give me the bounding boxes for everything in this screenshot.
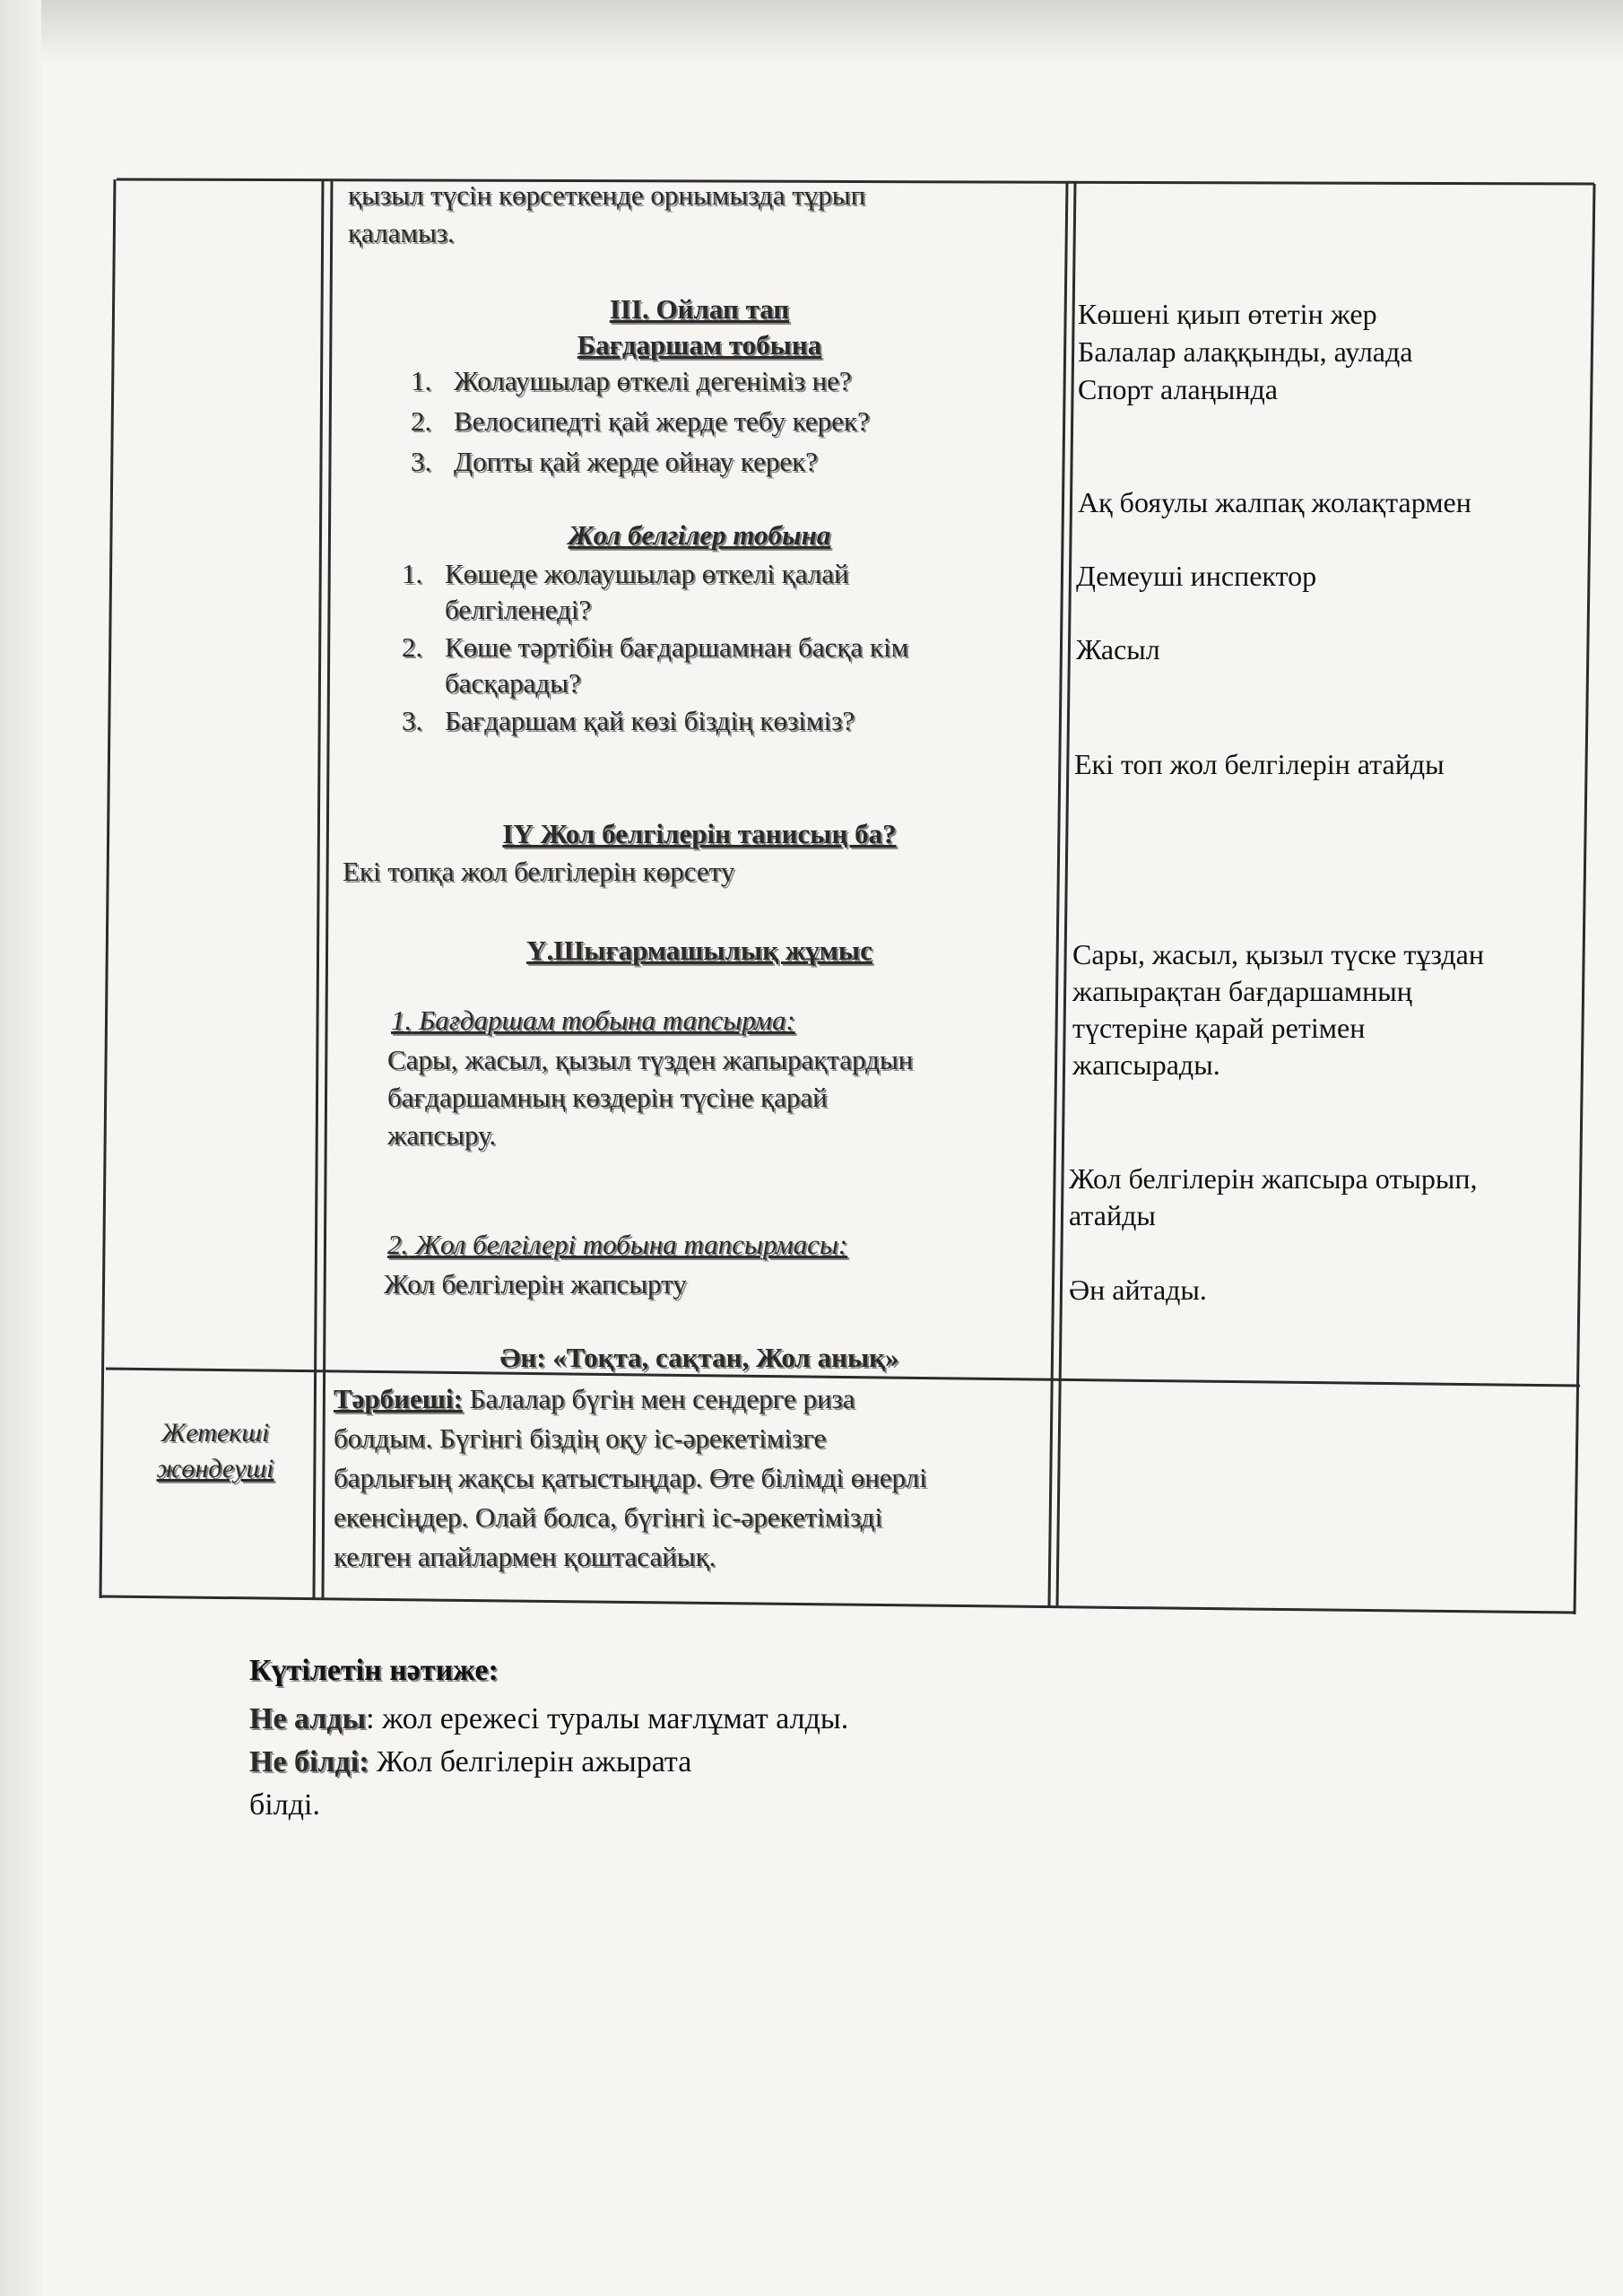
table-right-border <box>1575 184 1594 1614</box>
list-number: 3. <box>402 705 423 736</box>
section-4-text: Екі топқа жол белгілерін көрсету <box>343 856 735 887</box>
intro-line-1: қызыл түсін көрсеткенде орнымызда тұрып <box>348 179 866 211</box>
answer-7: Екі топ жол белгілерін атайды <box>1074 748 1445 780</box>
task-2-title <box>387 1227 847 1263</box>
task-1-number: 1. <box>391 1004 412 1036</box>
col-divider-2 <box>1049 181 1067 1607</box>
stage-label-line-2: жөндеуші <box>156 1454 274 1483</box>
answer-10: Ән айтады. <box>1069 1274 1207 1306</box>
answer-8-line-4: жапсырады. <box>1072 1048 1220 1081</box>
group-1-question-3 <box>411 444 818 480</box>
col-divider-1b <box>323 179 332 1598</box>
answer-2: Балалар алаққынды, аулада <box>1078 335 1413 368</box>
group-2-question-2 <box>402 630 908 665</box>
task-2-title-text: Жол белгілері тобына тапсырмасы: <box>415 1229 848 1260</box>
group-1-heading: Бағдаршам тобына <box>577 329 822 361</box>
task-2-number: 2. <box>387 1229 409 1260</box>
answer-8-line-3: түстеріне қарай ретімен <box>1072 1012 1366 1044</box>
result-line-1 <box>249 1700 848 1738</box>
task-1-title-text: Бағдаршам тобына тапсырма: <box>419 1004 795 1036</box>
result-line-2 <box>249 1744 691 1781</box>
question-text: Жолаушылар өткелі дегеніміз не? <box>454 365 852 396</box>
answer-3: Спорт алаңында <box>1078 373 1278 405</box>
col-divider-2b <box>1057 181 1075 1607</box>
group-2-heading: Жол белгілер тобына <box>568 519 831 551</box>
teacher-label: Тәрбиеші: <box>334 1383 463 1414</box>
stage-label-line-1: Жетекші <box>161 1418 270 1448</box>
group-2-question-2-cont: басқарады? <box>445 667 581 699</box>
task-1-line-2: бағдаршамның көздерін түсіне қарай <box>387 1082 828 1113</box>
intro-line-2: қаламыз. <box>348 217 455 248</box>
list-number: 3. <box>411 446 432 477</box>
result-line-3: білді. <box>249 1788 320 1822</box>
result-text-2: Жол белгілерін ажырата <box>369 1745 692 1779</box>
task-2-text: Жол белгілерін жапсырту <box>384 1268 687 1300</box>
song-line: Ән: «Тоқта, сақтан, Жол анық» <box>499 1342 899 1373</box>
answer-5: Демеуші инспектор <box>1076 560 1317 592</box>
answer-9-line-1: Жол белгілерін жапсыра отырып, <box>1069 1162 1478 1195</box>
answer-8-line-2: жапырақтан бағдаршамның <box>1072 975 1412 1007</box>
section-4-heading: IҮ Жол белгілерін танисың ба? <box>502 818 897 849</box>
group-2-question-3 <box>402 703 855 739</box>
task-1-title <box>391 1003 795 1039</box>
closing-line-3: барлығың жақсы қатыстыңдар. Өте білімді өнерлі <box>334 1462 927 1493</box>
result-text-1: : жол ережесі туралы мағлұмат алды. <box>366 1702 849 1735</box>
question-text: Көше тәртібін бағдаршамнан басқа кім <box>445 631 909 663</box>
answer-9-line-2: атайды <box>1069 1199 1156 1231</box>
result-label-1: Не алды <box>249 1702 367 1735</box>
question-text: Бағдаршам қай көзі біздің көзіміз? <box>445 705 855 736</box>
group-1-question-2 <box>411 404 870 439</box>
list-number: 2. <box>402 631 423 663</box>
group-2-question-1-cont: белгіленеді? <box>445 594 592 625</box>
answer-6: Жасыл <box>1076 633 1160 665</box>
result-label-2: Не білді: <box>249 1745 369 1779</box>
question-text: Велосипедті қай жерде тебу керек? <box>454 405 870 437</box>
task-1-line-1: Сары, жасыл, қызыл түзден жапырақтардын <box>387 1044 914 1075</box>
answer-4: Ақ бояулы жалпақ жолақтармен <box>1078 486 1471 518</box>
list-number: 2. <box>411 405 432 437</box>
closing-line-2: болдым. Бүгінгі біздің оқу іс-әрекетімізге <box>334 1422 827 1454</box>
question-text: Допты қай жерде ойнау керек? <box>454 446 818 477</box>
closing-line-5: келген апайлармен қоштасайық. <box>334 1541 716 1572</box>
section-5-heading: Ү.Шығармашылық жұмыс <box>526 935 872 966</box>
group-2-question-1 <box>402 556 849 592</box>
answer-1: Көшені қиып өтетін жер <box>1078 298 1377 330</box>
col-divider-1 <box>314 179 323 1598</box>
answer-8-line-1: Сары, жасыл, қызыл түске тұздан <box>1072 938 1484 970</box>
list-number: 1. <box>402 558 423 589</box>
task-1-line-3: жапсыру. <box>387 1119 497 1151</box>
closing-line-1 <box>334 1381 855 1417</box>
closing-text: Балалар бүгін мен сендерге риза <box>462 1383 855 1414</box>
question-text: Көшеде жолаушылар өткелі қалай <box>445 558 849 589</box>
group-1-question-1 <box>411 363 852 399</box>
table-left-border <box>100 179 115 1598</box>
closing-line-4: екенсіңдер. Олай болса, бүгінгі іс-әрекетімізді <box>334 1501 883 1533</box>
result-heading: Күтілетін нәтиже: <box>249 1654 499 1687</box>
table-bottom-border <box>100 1596 1575 1613</box>
section-3-heading: III. Ойлап тап <box>609 293 790 325</box>
list-number: 1. <box>411 365 432 396</box>
